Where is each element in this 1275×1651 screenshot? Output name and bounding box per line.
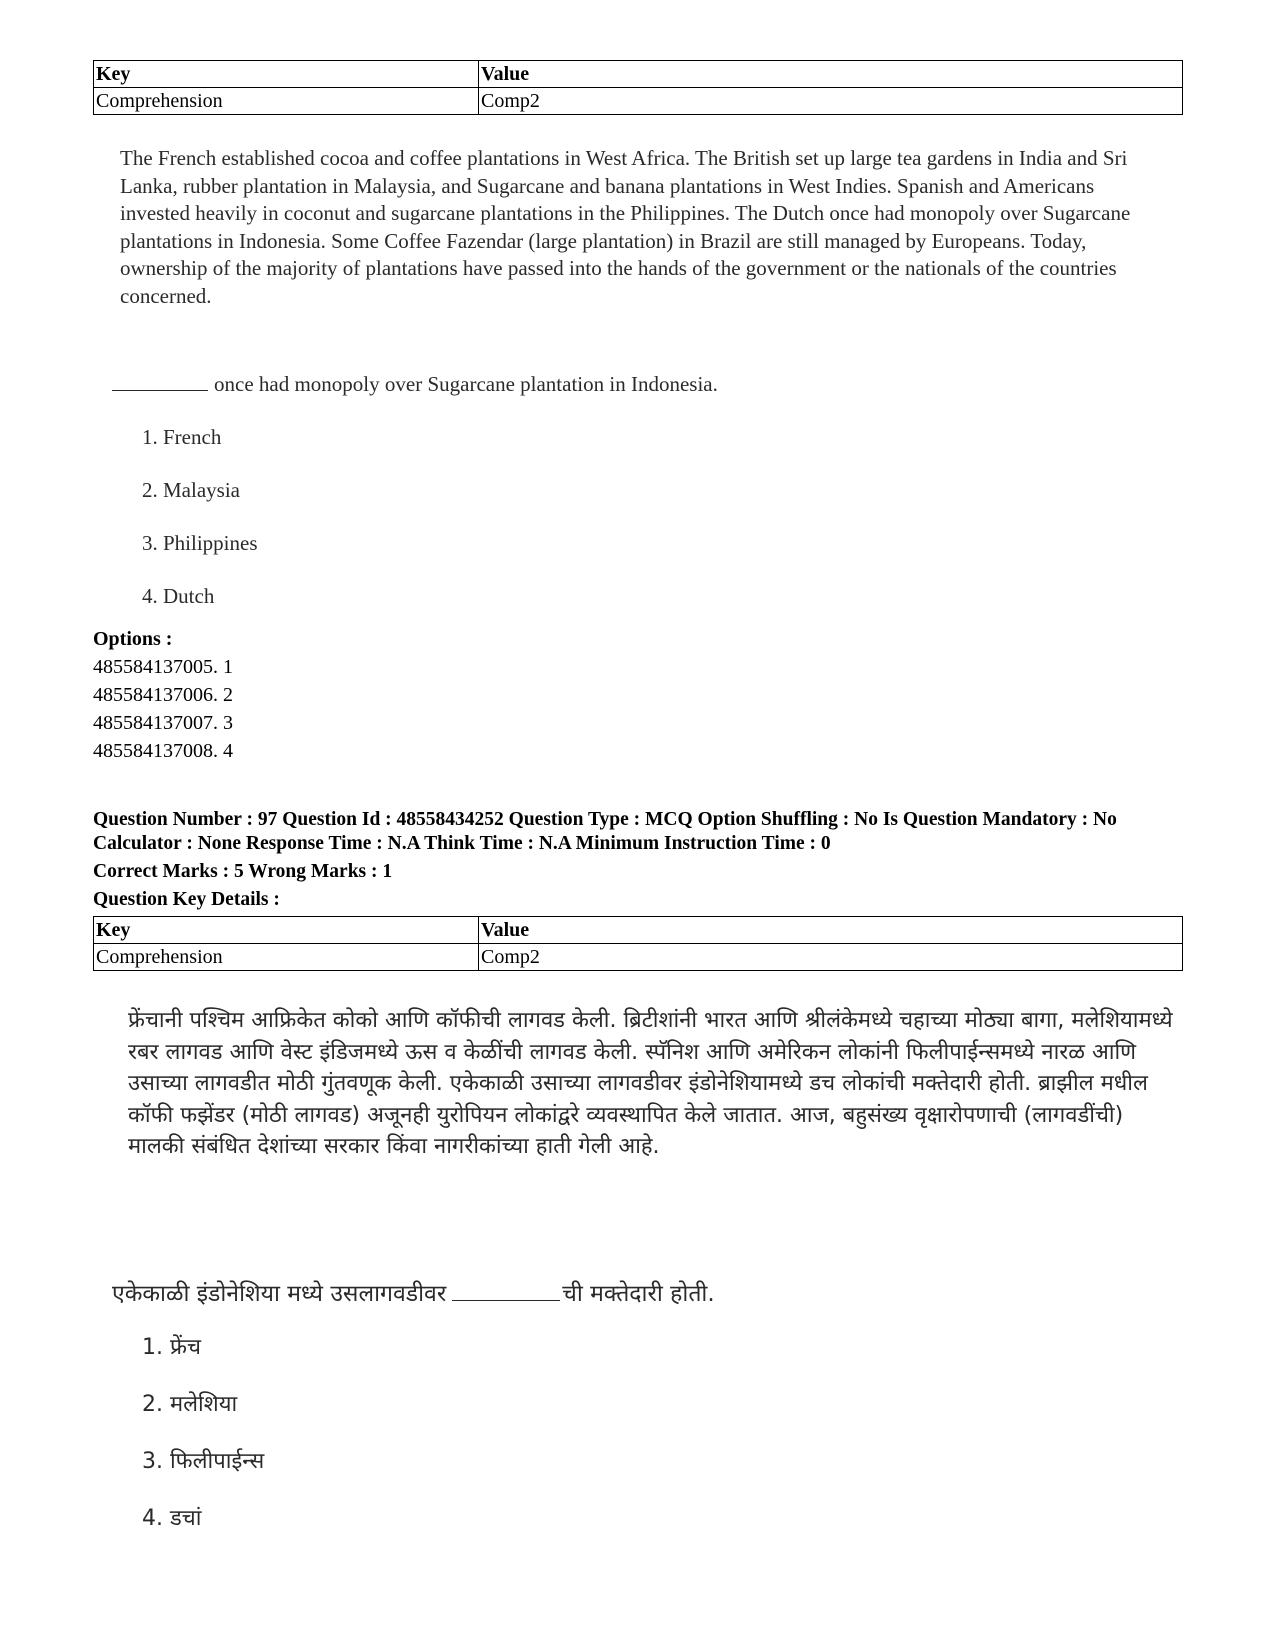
question-key-table	[93, 60, 1183, 115]
table-cell-value: Comp2	[479, 88, 1183, 115]
marks-line: Correct Marks : 5 Wrong Marks : 1	[93, 861, 393, 882]
table-header-value: Value	[479, 61, 1183, 88]
answer-blank	[112, 372, 208, 391]
choice-mr-2: 2. मलेशिया	[142, 1392, 238, 1417]
table-header-key: Key	[94, 917, 479, 944]
table-header-key: Key	[94, 61, 479, 88]
question-text-english	[112, 372, 718, 397]
question-meta: Question Number : 97 Question Id : 48558434252 Question Type : MCQ Option Shuffling : No Is Question Mandatory : No Calculator : None Response Time : N.A Think Time : N.A Minimum Instruction Time : 0	[93, 809, 1117, 854]
table-cell-value: Comp2	[479, 944, 1183, 971]
table-header-row	[94, 917, 1183, 944]
question-text-marathi	[112, 1276, 715, 1308]
table-cell-key: Comprehension	[94, 944, 479, 971]
choice-mr-1: 1. फ्रेंच	[142, 1335, 201, 1360]
table-cell-key: Comprehension	[94, 88, 479, 115]
answer-blank	[452, 1282, 560, 1301]
options-label: Options :	[93, 628, 173, 650]
choice-mr-4: 4. डचां	[142, 1506, 202, 1531]
table-row	[94, 944, 1183, 971]
table-header-value: Value	[479, 917, 1183, 944]
question-key-table-2	[93, 916, 1183, 971]
question-before-blank: एकेकाळी इंडोनेशिया मध्ये उसलागवडीवर	[112, 1281, 447, 1307]
option-id-3: 485584137007. 3	[93, 712, 233, 734]
option-id-4: 485584137008. 4	[93, 740, 233, 762]
key-details-label: Question Key Details :	[93, 889, 280, 910]
choice-2: 2. Malaysia	[142, 478, 240, 502]
question-after-blank: ची मक्तेदारी होती.	[562, 1281, 715, 1307]
option-id-1: 485584137005. 1	[93, 656, 233, 678]
choice-3: 3. Philippines	[142, 531, 258, 555]
question-sentence: once had monopoly over Sugarcane plantation in Indonesia.	[214, 372, 718, 396]
table-row	[94, 88, 1183, 115]
comprehension-passage-marathi: फ्रेंचानी पश्चिम आफ्रिकेत कोको आणि कॉफीची लागवड केली. ब्रिटीशांनी भारत आणि श्रीलंकेमध्ये चहाच्या मोठ्या बागा, मलेशियामध्ये रबर लागवड आणि वेस्ट इंडिजमध्ये ऊस व केळींची लागवड केली. स्पॅनिश आणि अमेरिकन लोकांनी फिलीपाईन्समध्ये नारळ आणि उसाच्या लागवडीत मोठी गुंतवणूक केली. एकेकाळी उसाच्या लागवडीवर इंडोनेशियामध्ये डच लोकांची मक्तेदारी होती. ब्राझील मधील कॉफी फझेंडर (मोठी लागवड) अजूनही युरोपियन लोकांद्वरे व्यवस्थापित केले जातात. आज, बहुसंख्य वृक्षारोपणाची (लागवडींची) मालकी संबंधित देशांच्या सरकार किंवा नागरीकांच्या हाती गेली आहे.	[128, 1008, 1173, 1159]
table-header-row	[94, 61, 1183, 88]
choice-1: 1. French	[142, 425, 222, 449]
choice-mr-3: 3. फिलीपाईन्स	[142, 1449, 265, 1474]
option-id-2: 485584137006. 2	[93, 684, 233, 706]
comprehension-passage-english: The French established cocoa and coffee plantations in West Africa. The British set up large tea gardens in India and Sri Lanka, rubber plantation in Malaysia, and Sugarcane and banana plantations in West Indies. Spanish and Americans invested heavily in coconut and sugarcane plantations in the Philippines. The Dutch once had monopoly over Sugarcane plantations in Indonesia. Some Coffee Fazendar (large plantation) in Brazil are still managed by Europeans. Today, ownership of the majority of plantations have passed into the hands of the government or the nationals of the countries concerned.	[120, 146, 1131, 308]
choice-4: 4. Dutch	[142, 584, 215, 608]
